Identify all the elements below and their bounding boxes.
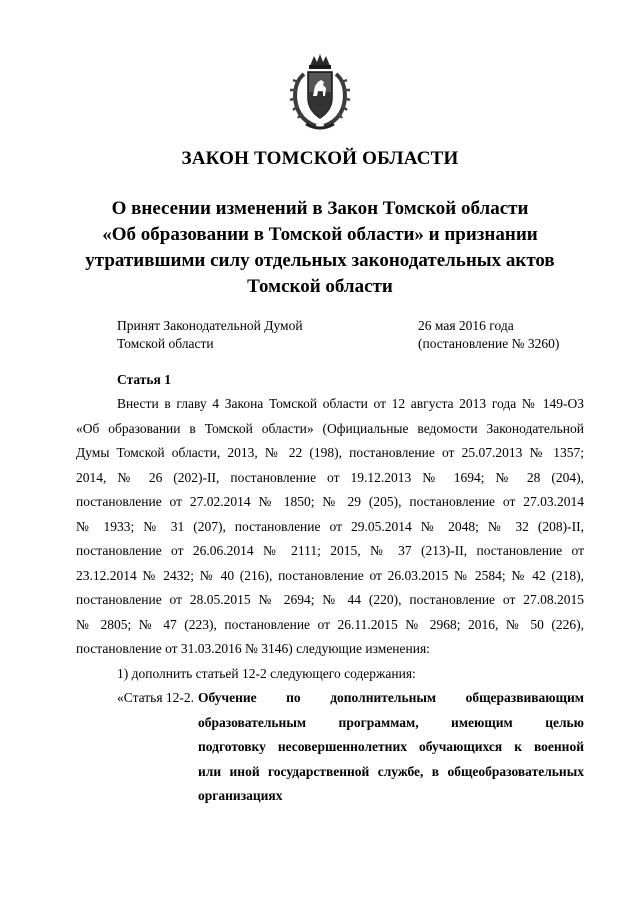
body-line: № 2805; № 47 (223), постановление от 26.11.2015 № 2968; 2016, № 50 (226), <box>76 616 584 632</box>
resolution-number: (постановление № 3260) <box>418 336 560 351</box>
new-article-title <box>198 686 584 809</box>
body-line: постановление от 26.06.2014 № 2111; 2015, № 37 (213)-II, постановление от <box>76 543 584 558</box>
adoption-date: 26 мая 2016 года <box>418 318 514 333</box>
adopted-by-line: Томской области <box>117 336 214 351</box>
article-1-heading: Статья 1 <box>117 372 171 387</box>
body-line: Внести в главу 4 Закона Томской области от 12 августа 2013 года № 149-ОЗ <box>117 396 584 411</box>
article-1-body <box>76 392 584 686</box>
body-line: № 1933; № 31 (207), постановление от 29.05.2014 № 2048; № 32 (208)-II, <box>76 518 584 534</box>
body-line: постановление от 31.03.2016 № 3146) следующие изменения: <box>76 641 430 656</box>
new-article-title-line: Обучение по дополнительным общеразвивающим <box>198 690 584 705</box>
body-line: 2014, № 26 (202)-II, постановление от 19.12.2013 № 1694; № 28 (204), <box>76 469 584 485</box>
body-line: постановление от 28.05.2015 № 2694; № 44 (220), постановление от 27.08.2015 <box>76 592 584 607</box>
adopted-by-block <box>117 317 303 353</box>
list-item-1: 1) дополнить статьей 12-2 следующего содержания: <box>117 665 416 681</box>
subtitle-line: «Об образовании в Томской области» и признании <box>102 224 538 245</box>
body-line: Думы Томской области, 2013, № 22 (198), постановление от 25.07.2013 № 1357; <box>76 445 584 460</box>
new-article-title-line: организациях <box>198 788 283 803</box>
new-article-number: «Статья 12-2. <box>117 690 195 705</box>
law-subtitle <box>70 196 570 300</box>
body-line: «Об образовании в Томской области» (Официальные ведомости Законодательной <box>76 420 584 436</box>
subtitle-line: Томской области <box>247 276 393 297</box>
subtitle-line: О внесении изменений в Закон Томской области <box>111 198 529 219</box>
law-title: ЗАКОН ТОМСКОЙ ОБЛАСТИ <box>181 148 459 169</box>
new-article-title-line: или иной государственной службе, в общеобразовательных <box>198 763 584 779</box>
new-article-title-line: образовательным программам, имеющим целью <box>198 714 584 730</box>
adopted-by-line: Принят Законодательной Думой <box>117 318 303 333</box>
tomsk-oblast-coat-of-arms-icon <box>288 52 352 134</box>
adoption-date-block <box>418 317 559 353</box>
subtitle-line: утратившими силу отдельных законодательных актов <box>85 250 555 271</box>
body-line: 23.12.2014 № 2432; № 40 (216), постановление от 26.03.2015 № 2584; № 42 (218), <box>76 567 584 583</box>
new-article-title-line: подготовку несовершеннолетних обучающихся к военной <box>198 739 584 754</box>
body-line: постановление от 27.02.2014 № 1850; № 29 (205), постановление от 27.03.2014 <box>76 494 584 509</box>
